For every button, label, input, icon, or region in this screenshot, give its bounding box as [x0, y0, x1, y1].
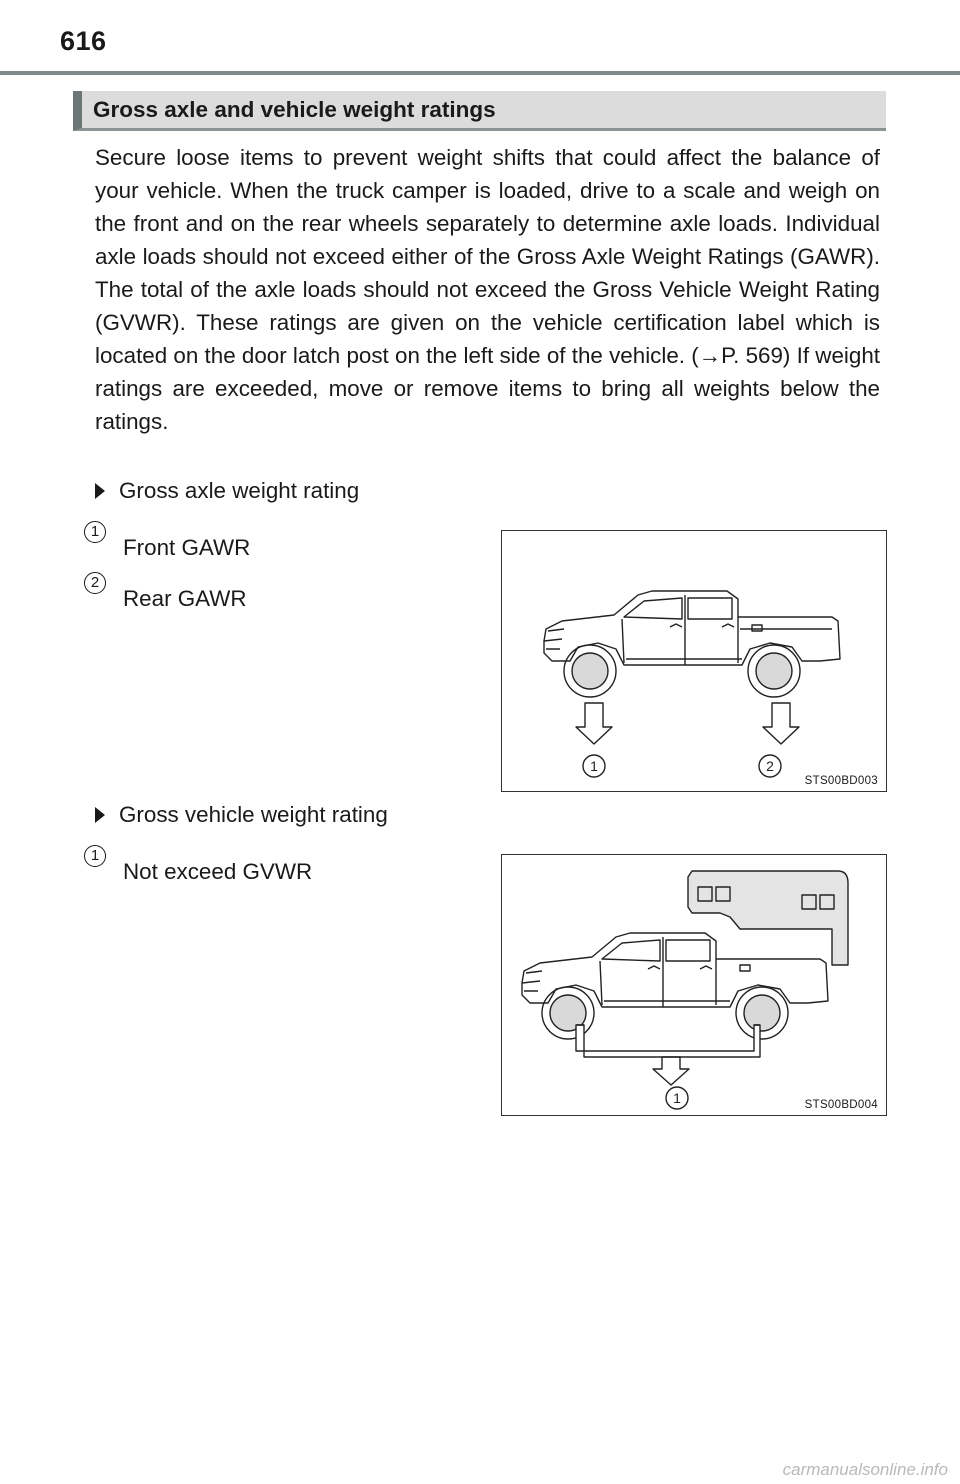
vehicle-subheading: [95, 800, 388, 830]
triangle-bullet-icon: [95, 807, 105, 823]
figure-code: STS00BD004: [804, 1099, 878, 1111]
callout-2: 2: [766, 758, 774, 774]
axle-item-label: Rear GAWR: [123, 586, 247, 611]
callout-number-icon: 2: [84, 572, 106, 594]
figure-code: STS00BD003: [804, 775, 878, 787]
callout-1: 1: [590, 758, 598, 774]
figure-vehicle-weight: [501, 854, 887, 1116]
body-paragraph: Secure loose items to prevent weight shifts that could affect the balance of your vehicle. When the truck camper is loaded, drive to a scale and weigh on the front and on the rear wheels separately to determine axle loads. Individual axle loads should not exceed either of the Gross Axle Weight Ratings (GAWR). The total of the axle loads should not exceed the Gross Vehicle Weight Rating (GVWR). These ratings are given on the vehicle certification label which is located on the door latch post on the left side of the vehicle. (→P. 569) If weight ratings are exceeded, move or remove items to bring all weights below the ratings.: [95, 145, 880, 434]
axle-subheading-text: Gross axle weight rating: [119, 478, 360, 503]
vehicle-item-label: Not exceed GVWR: [123, 859, 313, 884]
triangle-bullet-icon: [95, 483, 105, 499]
axle-subheading: [95, 476, 359, 506]
section-header: [73, 91, 886, 131]
truck-camper-illustration: [502, 855, 885, 1114]
watermark: carmanualsonline.info: [782, 1460, 948, 1479]
callout-number-icon: 1: [84, 521, 106, 543]
axle-item-label: Front GAWR: [123, 535, 251, 560]
vehicle-subheading-text: Gross vehicle weight rating: [119, 802, 388, 827]
figure-axle-weight: [501, 530, 887, 792]
top-divider: [0, 71, 960, 75]
callout-1: 1: [673, 1090, 681, 1106]
callout-number-icon: 1: [84, 845, 106, 867]
section-title: Gross axle and vehicle weight ratings: [93, 97, 496, 122]
page-number: 616: [60, 26, 107, 56]
pickup-truck-illustration: [502, 531, 885, 790]
